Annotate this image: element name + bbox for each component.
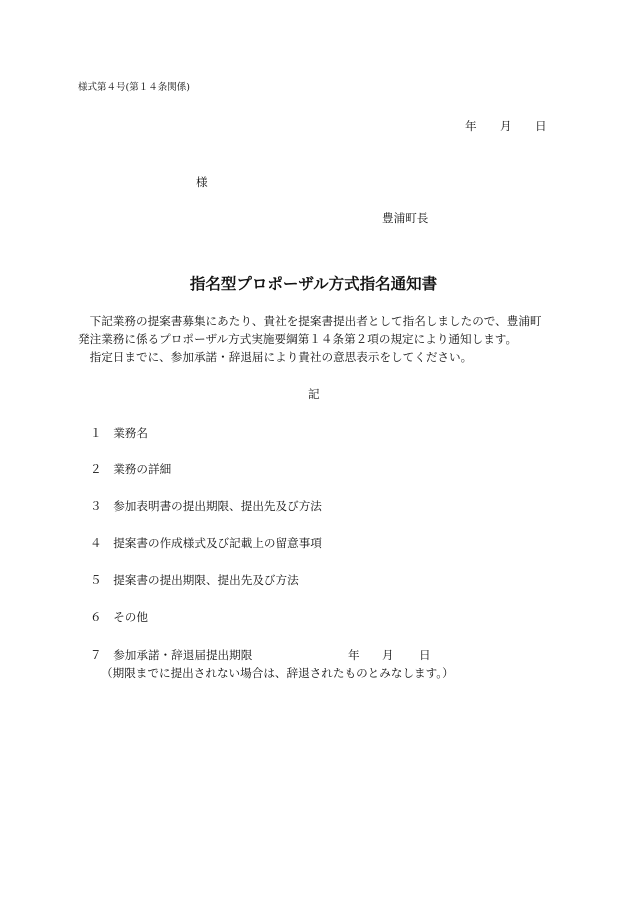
body-text (78, 312, 542, 366)
ki-heading: 記 (308, 387, 320, 401)
item-row (90, 608, 148, 626)
item-number: ４ (90, 536, 102, 550)
item-row (90, 534, 322, 552)
header-date-year-label: 年 (465, 119, 477, 133)
document-title: 指名型プロポーザル方式指名通知書 (189, 274, 438, 293)
item-row (90, 571, 299, 589)
deadline-day-label: 日 (419, 648, 431, 662)
item-number: ５ (90, 573, 102, 587)
item-number: ７ (90, 648, 102, 662)
item-label: 提案書の提出期限、提出先及び方法 (113, 573, 299, 587)
header-date-day-label: 日 (535, 119, 547, 133)
item-number: ６ (90, 610, 102, 624)
item-number: １ (90, 426, 102, 440)
sender-name: 豊浦町長 (382, 211, 429, 225)
item-number: ２ (90, 462, 102, 476)
item-row (90, 424, 148, 442)
header-date-month-label: 月 (500, 119, 512, 133)
item-label: 参加承諾・辞退届提出期限 (113, 648, 253, 662)
item-number: ３ (90, 499, 102, 513)
item-label: 提案書の作成様式及び記載上の留意事項 (113, 536, 322, 550)
addressee-honorific: 様 (196, 175, 208, 189)
item-row (90, 497, 322, 515)
deadline-month-label: 月 (382, 648, 394, 662)
item-label: 参加表明書の提出期限、提出先及び方法 (113, 499, 322, 513)
form-number: 様式第４号(第１４条関係) (78, 82, 190, 93)
deadline-note: （期限までに提出されない場合は、辞退されたものとみなします。） (101, 666, 454, 680)
body-line: 発注業務に係るプロポーザル方式実施要綱第１４条第２項の規定により通知します。 (78, 332, 518, 346)
deadline-year-label: 年 (348, 648, 360, 662)
body-line: 指定日までに、参加承諾・辞退届により貴社の意思表示をしてください。 (89, 350, 473, 364)
item-label: その他 (113, 610, 148, 624)
body-line: 下記業務の提案書募集にあたり、貴社を提案書提出者として指名しましたので、豊浦町 (89, 314, 542, 328)
item-label: 業務の詳細 (113, 462, 172, 476)
item-label: 業務名 (113, 426, 148, 440)
item-row (90, 460, 171, 478)
item-row-deadline (90, 646, 431, 664)
